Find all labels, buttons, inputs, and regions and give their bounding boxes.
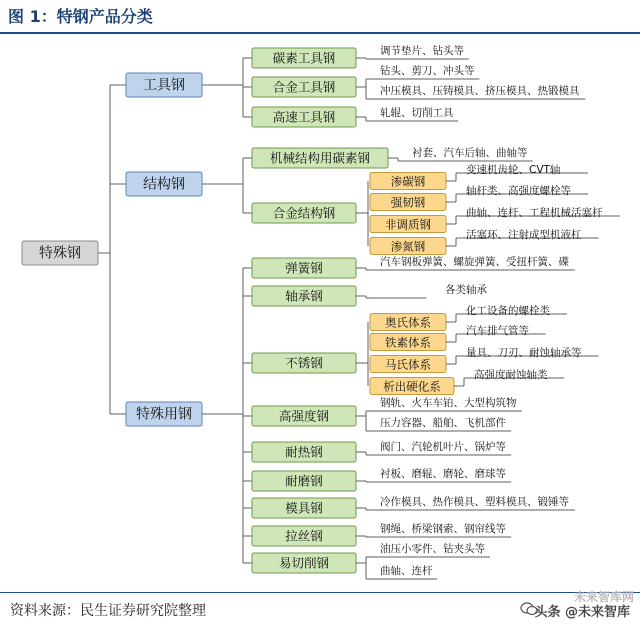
type-node-2-2-3-label: 析出硬化系 (383, 379, 441, 394)
category-node-2-label: 特殊用钢 (136, 406, 192, 423)
category-node-0 (126, 73, 202, 97)
subcategory-node-1-0 (252, 148, 388, 168)
watermark (470, 588, 640, 624)
type-leaf-text-1-1-2: 曲轴、连杆、工程机械活塞杆 (466, 207, 603, 219)
subcategory-node-0-0 (252, 48, 356, 68)
category-node-2 (126, 402, 202, 426)
leaf-text-0-0-0: 调节垫片、钻头等 (380, 45, 464, 57)
leaf-text-2-3-1: 压力容器、船舶、飞机部件 (380, 417, 506, 429)
category-node-1 (126, 172, 202, 196)
type-node-1-1-1 (370, 194, 446, 211)
type-node-1-1-0 (370, 173, 446, 190)
subcategory-node-2-0-label: 弹簧钢 (285, 260, 323, 276)
subcategory-node-1-1-label: 合金结构钢 (272, 205, 336, 221)
figure-title: 图 1：特钢产品分类 (8, 7, 153, 26)
subcategory-node-0-1-label: 合金工具钢 (272, 79, 336, 95)
leaf-text-2-4-0: 阀门、汽轮机叶片、锅炉等 (380, 441, 506, 453)
leaf-text-2-7-0: 钢绳、桥梁钢索、钢帘线等 (380, 523, 506, 535)
subcategory-node-1-1 (252, 203, 356, 223)
leaf-text-2-6-0: 冷作模具、热作模具、塑料模具、锻锤等 (380, 496, 569, 508)
subcategory-node-2-3-label: 高强度钢 (278, 408, 330, 424)
subcategory-node-2-8 (252, 553, 356, 573)
type-leaf-text-1-1-1: 轴杆类、高强度螺栓等 (466, 185, 571, 197)
root-node (22, 241, 98, 265)
subcategory-node-2-2-label: 不锈钢 (285, 355, 323, 371)
source-note: 资料来源：民生证券研究院整理 (10, 603, 206, 619)
subcategory-node-2-6-label: 模具钢 (285, 500, 323, 516)
type-leaf-text-2-2-1: 汽车排气管等 (466, 325, 529, 337)
type-node-1-1-2 (370, 216, 446, 233)
subcategory-node-2-6 (252, 498, 356, 518)
type-leaf-text-1-1-0: 变速机齿轮、CVT轴 (466, 164, 561, 176)
subcategory-node-2-5 (252, 471, 356, 491)
subcategory-node-2-4 (252, 442, 356, 462)
watermark-front-text: 头条 @未来智库 (534, 605, 630, 620)
subcategory-node-0-2-label: 高速工具钢 (272, 109, 336, 125)
subcategory-node-0-2 (252, 107, 356, 127)
subcategory-node-2-1-label: 轴承钢 (285, 288, 323, 304)
type-leaf-text-1-1-3: 活塞环、注射成型机液杠 (466, 229, 582, 241)
leaf-text-2-3-0: 钢轨、火车车铂、大型构筑物 (380, 397, 517, 409)
subcategory-node-0-0-label: 碳素工具钢 (272, 50, 336, 66)
subcategory-node-2-1 (252, 286, 356, 306)
type-node-2-2-1-label: 铁素体系 (385, 335, 431, 350)
subcategory-node-1-0-label: 机械结构用碳素钢 (269, 150, 371, 166)
type-node-1-1-0-label: 渗碳钢 (390, 174, 426, 189)
type-node-2-2-3 (370, 378, 454, 395)
subcategory-node-2-4-label: 耐热钢 (285, 444, 323, 460)
leaf-text-2-0-0: 汽车钢板弹簧、螺旋弹簧、受扭杆簧、碟 (380, 256, 569, 268)
leaf-text-0-1-1: 冲压模具、压铸模具、挤压模具、热锻模具 (380, 85, 580, 97)
type-node-1-1-3-label: 渗氮钢 (390, 239, 426, 254)
leaf-text-2-8-0: 油压小零件、钻夹头等 (380, 543, 485, 555)
subcategory-node-2-3 (252, 406, 356, 426)
type-node-2-2-2 (370, 356, 446, 373)
subcategory-node-2-7 (252, 526, 356, 546)
category-node-0-label: 工具钢 (143, 77, 185, 94)
type-node-2-2-1 (370, 334, 446, 351)
leaf-text-1-0-0: 衬套、汽车后轴、曲轴等 (412, 147, 528, 159)
subcategory-node-2-0 (252, 258, 356, 278)
leaf-text-2-8-1: 曲轴、连杆 (380, 565, 433, 577)
leaf-text-2-5-0: 衬板、磨辊、磨轮、磨球等 (380, 468, 506, 480)
type-node-2-2-2-label: 马氏体系 (385, 357, 431, 372)
leaf-text-0-1-0: 钻头、剪刀、冲头等 (380, 65, 475, 77)
root-node-label: 特殊钢 (39, 245, 81, 262)
type-leaf-text-2-2-2: 量具、刀刃、耐蚀轴承等 (466, 347, 582, 359)
type-node-1-1-2-label: 非调质钢 (385, 217, 431, 232)
category-node-1-label: 结构钢 (143, 176, 185, 193)
type-leaf-text-2-2-3: 高强度耐蚀轴类 (474, 369, 548, 381)
subcategory-node-2-8-label: 易切削钢 (278, 555, 330, 571)
type-node-2-2-0-label: 奥氏体系 (385, 315, 431, 330)
subcategory-node-2-5-label: 耐磨钢 (285, 473, 323, 489)
subcategory-node-2-7-label: 拉丝钢 (285, 528, 323, 544)
type-node-1-1-1-label: 强韧钢 (390, 195, 426, 210)
leaf-text-0-2-0: 轧辊、切削工具 (380, 107, 454, 119)
leaf-text-2-1-0: 各类轴承 (445, 284, 487, 296)
watermark-back-text: 未来智库网 (573, 590, 634, 604)
type-node-1-1-3 (370, 238, 446, 255)
subcategory-node-2-2 (252, 353, 356, 373)
type-leaf-text-2-2-0: 化工设备的螺栓类 (466, 305, 550, 317)
subcategory-node-0-1 (252, 77, 356, 97)
type-node-2-2-0 (370, 314, 446, 331)
